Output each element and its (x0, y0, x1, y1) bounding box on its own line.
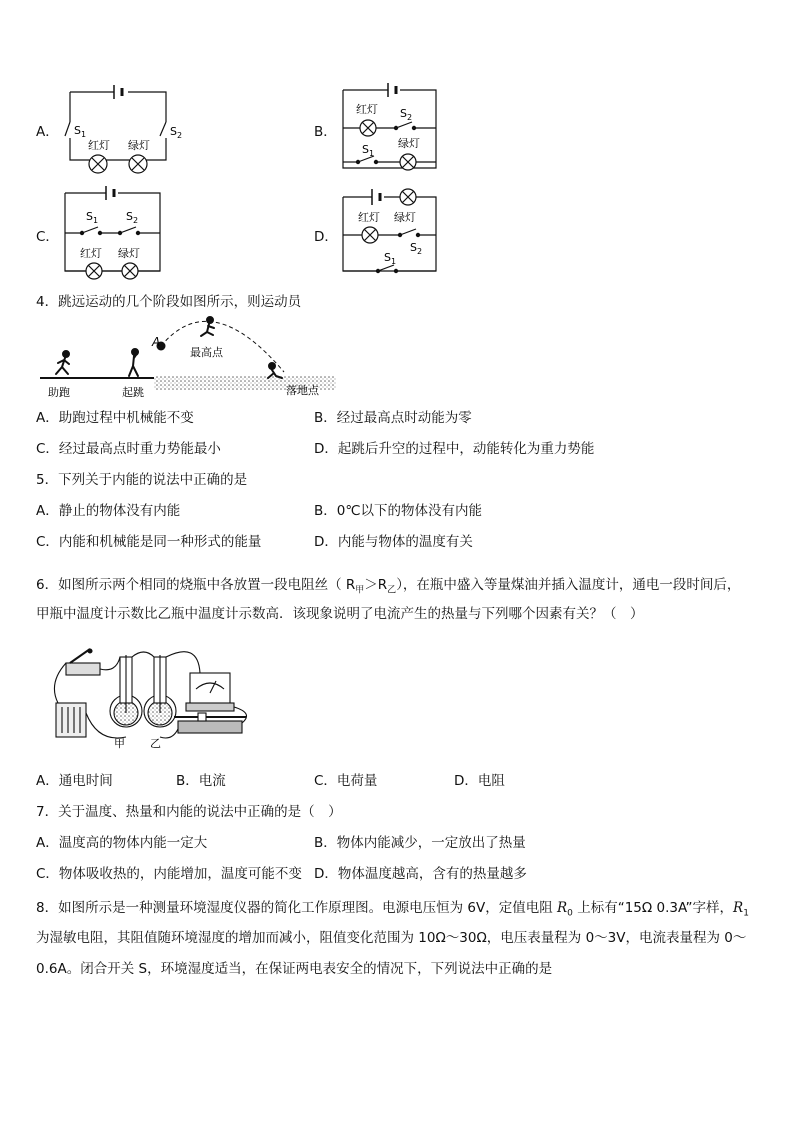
circuit-diagram-c (60, 183, 172, 281)
takeoff-label: 起跳 (122, 386, 144, 399)
red-lamp-label: 红灯 (358, 211, 380, 224)
q7-option-c[interactable]: C．物体吸收热的，内能增加，温度可能不变 (36, 866, 302, 882)
circuit-diagram-a (62, 80, 182, 180)
switch-s1-label: $S_1$ (384, 251, 397, 266)
red-lamp-label: 红灯 (80, 247, 102, 260)
q6-option-d[interactable]: D．电阻 (454, 773, 505, 789)
q7-option-a[interactable]: A．温度高的物体内能一定大 (36, 835, 208, 851)
green-lamp-label: 绿灯 (118, 247, 140, 260)
q6-option-a[interactable]: A．通电时间 (36, 773, 113, 789)
switch-s2-label: $S_2$ (170, 125, 182, 140)
switch-s2-label: $S_2$ (400, 107, 413, 122)
q4-option-a[interactable]: A．助跑过程中机械能不变 (36, 410, 194, 426)
q5-option-b[interactable]: B．0℃以下的物体没有内能 (314, 503, 483, 519)
long-jump-figure (36, 316, 346, 400)
switch-s1-label: $S_1$ (86, 210, 99, 225)
q5-option-d[interactable]: D．内能与物体的温度有关 (314, 534, 473, 550)
red-lamp-label: 红灯 (356, 103, 378, 116)
switch-s1-label: $S_1$ (74, 124, 87, 139)
q4-option-b[interactable]: B．经过最高点时动能为零 (314, 410, 472, 426)
question-8-line-3: 0.6A。闭合开关 S，环境湿度适当，在保证两电表安全的情况下，下列说法中正确的是 (36, 961, 553, 977)
question-7-stem: 7．关于温度、热量和内能的说法中正确的是（ ） (36, 804, 342, 820)
question-6-line-2: 甲瓶中温度计示数比乙瓶中温度计示数高．该现象说明了电流产生的热量与下列哪个因素有关？（ ） (36, 606, 644, 622)
circuit-diagram-b (338, 80, 450, 178)
q4-option-c[interactable]: C．经过最高点时重力势能最小 (36, 441, 221, 457)
circuit-diagram-d (338, 183, 450, 279)
option-c-label: C． (36, 229, 59, 245)
point-a-label: A (152, 335, 161, 349)
question-5-stem: 5．下列关于内能的说法中正确的是 (36, 472, 248, 488)
green-lamp-label: 绿灯 (398, 137, 420, 150)
q5-option-c[interactable]: C．内能和机械能是同一种形式的能量 (36, 534, 262, 550)
flask-yi-label: 乙 (150, 737, 161, 750)
option-d-label: D． (314, 229, 338, 245)
red-lamp-label: 红灯 (88, 139, 110, 152)
run-up-label: 助跑 (48, 386, 70, 399)
switch-s2-label: $S_2$ (410, 241, 423, 256)
green-lamp-label: 绿灯 (394, 211, 416, 224)
q6-option-b[interactable]: B．电流 (176, 773, 226, 789)
joule-heating-apparatus-figure (48, 643, 260, 753)
option-b-label: B． (314, 124, 337, 140)
landing-label: 落地点 (286, 384, 319, 397)
switch-s1-label: $S_1$ (362, 143, 375, 158)
q7-option-b[interactable]: B．物体内能减少，一定放出了热量 (314, 835, 526, 851)
flask-jia-label: 甲 (114, 737, 125, 750)
q4-option-d[interactable]: D．起跳后升空的过程中，动能转化为重力势能 (314, 441, 595, 457)
green-lamp-label: 绿灯 (128, 139, 150, 152)
q5-option-a[interactable]: A．静止的物体没有内能 (36, 503, 181, 519)
q7-option-d[interactable]: D．物体温度越高，含有的热量越多 (314, 866, 527, 882)
option-a-label: A． (36, 124, 59, 140)
question-8-line-2: 为湿敏电阻，其阻值随环境湿度的增加而减小，阻值变化范围为 10Ω～30Ω，电压表量程为 0～3V，电流表量程为 0～ (36, 930, 747, 946)
highest-point-label: 最高点 (190, 346, 223, 359)
switch-s2-label: $S_2$ (126, 210, 139, 225)
question-6-line-1: 6．如图所示两个相同的烧瓶中各放置一段电阻丝（ $R_甲>R_乙$），在瓶中盛入等量煤油并插入温度计，通电一段时间后， (36, 577, 741, 596)
question-4-stem: 4．跳远运动的几个阶段如图所示，则运动员 (36, 294, 302, 310)
question-8-line-1: 8．如图所示是一种测量环境湿度仪器的简化工作原理图。电源电压恒为 6V，定值电阻 $R_0$ 上标有“15Ω 0.3A”字样，$R_1$ (36, 900, 749, 919)
q6-option-c[interactable]: C．电荷量 (314, 773, 378, 789)
